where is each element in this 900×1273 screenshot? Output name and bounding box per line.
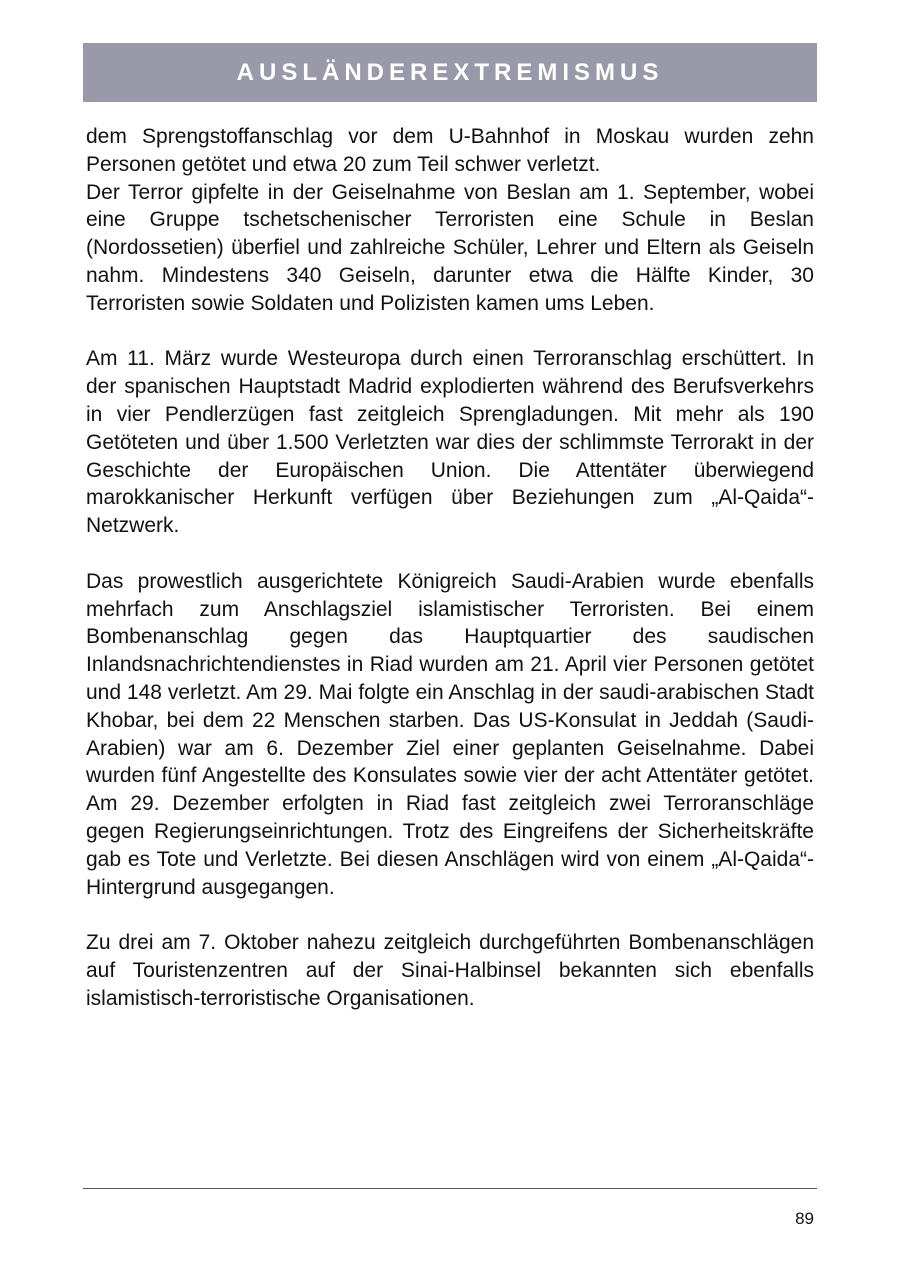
paragraph-madrid: Am 11. März wurde Westeuropa durch einen Terroranschlag erschüttert. In der spanischen Hauptstadt Madrid explodierten während des Berufsverkehrs in vier Pendlerzügen fast zeitgleich Sprengladungen. Mit mehr als 190 Getöteten und über 1.500 Verletzten war dies der schlimmste Terrorakt in der Geschichte der Europäischen Union. Die Attentäter überwiegend marokkanischer Herkunft verfügen über Beziehungen zum „Al-Qaida“-Netzwerk. xyxy=(86,347,814,538)
section-header-band xyxy=(83,43,817,102)
section-title: AUSLÄNDEREXTREMISMUS xyxy=(236,58,664,86)
footer-divider xyxy=(83,1188,817,1189)
paragraph-moskau-continuation: dem Sprengstoffanschlag vor dem U-Bahnhof in Moskau wurden zehn Personen getötet und etwa 20 zum Teil schwer verletzt. xyxy=(86,125,814,176)
paragraph-beslan: Der Terror gipfelte in der Geiselnahme von Beslan am 1. September, wobei eine Gruppe tschetschenischer Terroristen eine Schule in Beslan (Nordossetien) überfiel und zahlreiche Schüler, Lehrer und Eltern als Geiseln nahm. Mindestens 340 Geiseln, darunter etwa die Hälfte Kinder, 30 Terroristen sowie Soldaten und Polizisten kamen ums Leben. xyxy=(86,180,814,315)
body-text xyxy=(86,123,814,1013)
page-number: 89 xyxy=(795,1209,814,1228)
paragraph-sinai: Zu drei am 7. Oktober nahezu zeitgleich durchgeführten Bombenanschlägen auf Touristenzentren auf der Sinai-Halbinsel bekannten sich ebenfalls islamistisch-terroristische Organisationen. xyxy=(86,931,814,1010)
paragraph-saudi-arabien: Das prowestlich ausgerichtete Königreich Saudi-Arabien wurde ebenfalls mehrfach zum Anschlagsziel islamistischer Terroristen. Bei einem Bombenanschlag gegen das Hauptquartier des saudischen Inlandsnachrichtendienstes in Riad wurden am 21. April vier Personen getötet und 148 verletzt. Am 29. Mai folgte ein Anschlag in der saudi-arabischen Stadt Khobar, bei dem 22 Menschen starben. Das US-Konsulat in Jeddah (Saudi-Arabien) war am 6. Dezember Ziel einer geplanten Geiselnahme. Dabei wurden fünf Angestellte des Konsulates sowie vier der acht Attentäter getötet. Am 29. Dezember erfolgten in Riad fast zeitgleich zwei Terroranschläge gegen Regierungseinrichtungen. Trotz des Eingreifens der Sicherheitskräfte gab es Tote und Verletzte. Bei diesen Anschlägen wird von einem „Al-Qaida“-Hintergrund ausgegangen. xyxy=(86,569,814,899)
